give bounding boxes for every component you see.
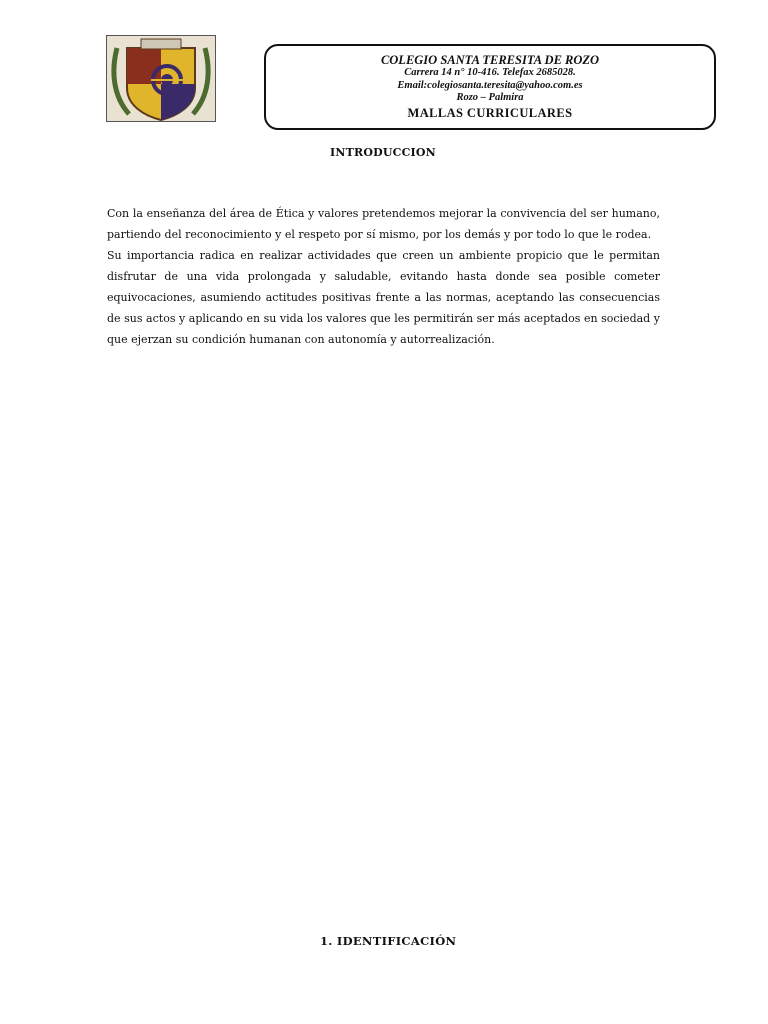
- intro-paragraph: Su importancia radica en realizar actividades que creen un ambiente propicio que le permitan disfrutar de una vida prolongada y saludable, evitando hasta donde sea posible cometer equivocaciones, asumiendo actitudes positivas frente a las normas, aceptando las consecuencias de sus actos y aplicando en su vida los valores que les permitirán ser más aceptados en sociedad y que ejerzan su condición humanan con autonomía y autorrealización.: [107, 249, 660, 346]
- section-heading: 1. IDENTIFICACIÓN: [320, 934, 457, 948]
- school-email: Email:colegiosanta.teresita@yahoo.com.es: [397, 79, 583, 91]
- school-location: Rozo – Palmira: [456, 92, 524, 103]
- school-crest-icon: [106, 35, 216, 122]
- document-title: MALLAS CURRICULARES: [407, 105, 573, 120]
- school-name: COLEGIO SANTA TERESITA DE ROZO: [380, 53, 600, 67]
- school-address: Carrera 14 n° 10-416. Telefax 2685028.: [404, 67, 576, 78]
- intro-body: [107, 203, 660, 350]
- intro-heading: INTRODUCCION: [330, 146, 436, 159]
- school-header: [264, 44, 716, 130]
- intro-paragraph: Con la enseñanza del área de Ética y valores pretendemos mejorar la convivencia del ser humano, partiendo del reconocimiento y el respeto por sí mismo, por los demás y por todo lo que le rodea.: [107, 207, 660, 241]
